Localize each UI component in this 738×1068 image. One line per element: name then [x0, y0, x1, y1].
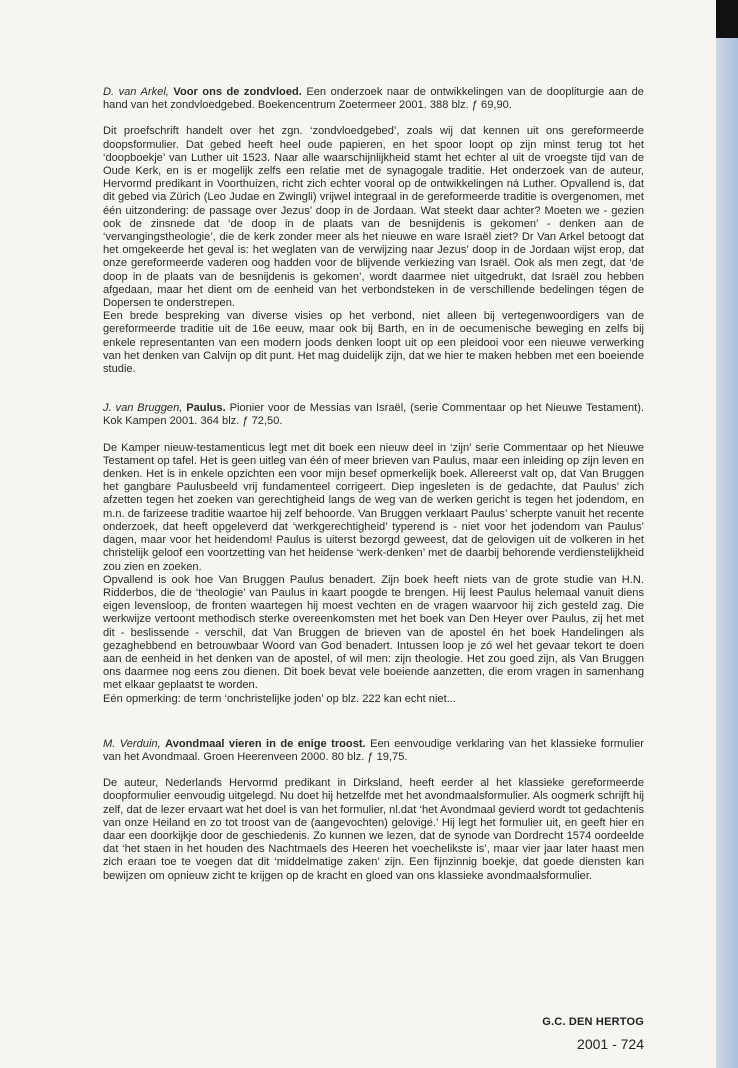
- review-2-paragraph: De Kamper nieuw-testamenticus legt met dit boek een nieuw deel in ‘zijn’ serie Commentaar op het Nieuwe Testament op tafel. Het is geen uitleg van één of meer brieven van Paulus, maar een inleiding op zijn leven en denken. Het is in enkele opzichten een voor mijn besef opmerkelijk boek. Allereerst valt op, dat Van Bruggen het gangbare Paulusbeeld vrij fundamenteel corrigeert. Diep ingesleten is de gedachte, dat Paulus’ zich afzetten tegen het zoeken van gerechtigheid langs de weg van de werken gericht is tegen het jodendom, en m.n. de farizeese traditie waartoe hij zelf behoorde. Van Bruggen verklaart Paulus’ scherpte vanuit het recente onderzoek, dat heeft opgeleverd dat ‘werkgerechtigheid’ typerend is - niet voor het jodendom van Paulus’ dagen, maar voor het heidendom! Paulus is uiterst bezorgd geweest, dat de gelovigen uit de volkeren in het christelijk geloof een voortzetting van het heidense ‘werk-denken’ met de daarbij behorende verdienstelijkheid zou zien en zoeken.: [103, 441, 644, 573]
- page-number: 2001 - 724: [577, 1036, 644, 1052]
- book-reviews: [103, 86, 644, 883]
- review-1-title: Voor ons de zondvloed.: [173, 86, 302, 98]
- review-1-author: D. van Arkel,: [103, 86, 169, 98]
- page-edge: [716, 0, 738, 1068]
- review-2-paragraph: Eén opmerking: de term ‘onchristelijke joden’ op blz. 222 kan echt niet...: [103, 692, 456, 705]
- review-1-paragraph: Dit proefschrift handelt over het zgn. ‘zondvloedgebed’, zoals wij dat kennen uit ons gereformeerde doopsformulier. Dat gebed heeft heel oude papieren, en het spoor loopt op zijn minst terug tot het ‘doopboekje’ van Luther uit 1523. Naar alle waarschijnlijkheid stamt het echter al uit de vroegste tijd van de Oude Kerk, en is er mogelijk zelfs een relatie met de synagogale traditie. Het onderzoek van de auteur, Hervormd predikant in Voorthuizen, richt zich echter vooral op de ontwikkelingen ná Luther. Opvallend is, dat dit gebed via Zürich (Leo Judae en Zwingli) vrijwel integraal in de gereformeerde traditie is overgenomen, met één uitzondering: de passage over Jezus’ doop in de Jordaan. Wat steekt daar achter? Moeten we - gezien ook de zinsnede dat ‘de doop in de plaats van de besnijdenis is gekomen’ - denken aan de ‘vervangingstheologie’, die de kerk zonder meer als het nieuwe en ware Israël ziet? Dr Van Arkel betoogt dat het omgekeerde het geval is: het weglaten van de verwijzing naar Jezus’ doop in de Jordaan wijst erop, dat onze gereformeerde vaderen oog hadden voor de blijvende verkiezing van Israël. Ook als men zegt, dat ‘de doop in de plaats van de besnijdenis is gekomen’, wordt daarmee niet uitgedrukt, dat Israël zou hebben afgedaan, maar het dient om de eenheid van het verbondsteken in de verschillende bedelingen tégen de Dopersen te onderstrepen.: [103, 125, 644, 310]
- review-1-heading: [103, 86, 644, 112]
- review-2-author: J. van Bruggen,: [103, 402, 183, 415]
- review-3-heading: [103, 738, 644, 764]
- review-3-author: M. Verduin,: [103, 737, 161, 750]
- review-2-details: Pionier voor de Messias van Israël, (serie Commentaar op het Nieuwe Testament). Kok Kampen 2001. 364 blz. ƒ 72,50.: [103, 402, 644, 428]
- review-3-paragraph: De auteur, Nederlands Hervormd predikant in Dirksland, heeft eerder al het klassieke gereformeerde doopformulier eenvoudig uitgelegd. Nu doet hij hetzelfde met het avondmaalsformulier. Als oogmerk schrijft hij zelf, dat de lezer ervaart wat het doel is van het formulier, nl.dat ‘het Avondmaal gevierd wordt tot gedachtenis van onze Heiland en zo tot troost van de (aangevochten) gelovige.’ Hij legt het formulier uit, en geeft hier en daar een doorkijkje door de geschiedenis. Zo kunnen we lezen, dat de synode van Dordrecht 1574 oordeelde dat ‘het staen in het houden des Nachtmaels des Heeren het voechelikste is’, maar vier jaar later haast men zich eraan toe te voegen dat dit ‘middelmatige zaken’ zijn. Een fijnzinnig boekje, dat goede diensten kan bewijzen om opnieuw zicht te krijgen op de kracht en gloed van ons klassieke avondmaalsformulier.: [103, 777, 644, 882]
- review-3-title: Avondmaal vieren in de enige troost.: [165, 737, 366, 750]
- reviewer-signature: G.C. DEN HERTOG: [542, 1016, 644, 1028]
- review-2-paragraph: Opvallend is ook hoe Van Bruggen Paulus benadert. Zijn boek heeft niets van de grote studie van H.N. Ridderbos, die de ‘theologie’ van Paulus in kaart poogde te brengen. Hij leest Paulus helemaal vanuit diens eigen levensloop, de fronten waartegen hij moest vechten en de vragen waarvoor hij zich gesteld zag. Die werkwijze vertoont methodisch sterke overeenkomsten met het boek van Den Heyer over Paulus, zij het met dit - beslissende - verschil, dat Van Bruggen de brieven van de apostel én het boek Handelingen als gezaghebbend en betrouwbaar Woord van God benadert. Intussen loop je zó wel het gevaar tekort te doen aan de eenheid in het denken van de apostel, of wil men: zijn theologie. Het zou goed zijn, als Van Bruggen ons daarmee nog eens zou dienen. Dit boek bevat vele boeiende aanzetten, die erom vragen in samenhang met elkaar geplaatst te worden.: [103, 573, 644, 692]
- review-1-paragraph: Een brede bespreking van diverse visies op het verbond, niet alleen bij vertegenwoordigers van de gereformeerde traditie uit de 16e eeuw, maar ook bij Barth, en in de oecumenische beweging en zelfs bij enkele representanten van een modern joods denken loopt uit op een pleidooi voor een nieuwe verwerking van het denken van Calvijn op dit punt. Het mag duidelijk zijn, dat we hier te maken hebben met een boeiende studie.: [103, 310, 644, 376]
- review-1-details: Een onderzoek naar de ontwikkelingen van de doopliturgie aan de hand van het zondvloedgebed. Boekencentrum Zoetermeer 2001. 388 blz. ƒ 69,90.: [103, 86, 644, 112]
- review-2-heading: [103, 402, 644, 428]
- review-3-details: Een eenvoudige verklaring van het klassieke formulier van het Avondmaal. Groen Heerenveen 2000. 80 blz. ƒ 19,75.: [103, 737, 644, 763]
- review-2-title: Paulus.: [186, 402, 226, 415]
